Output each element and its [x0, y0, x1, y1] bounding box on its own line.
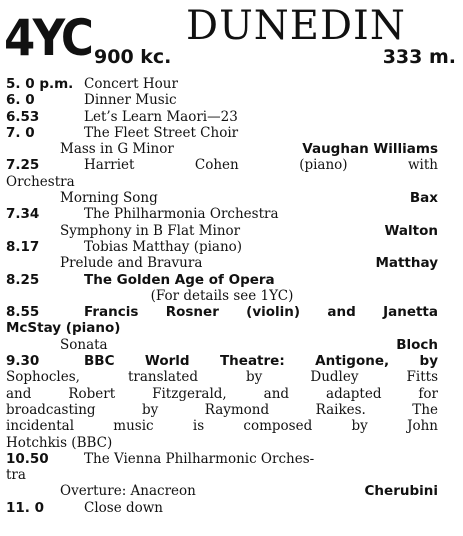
programme-title: BBC World Theatre: Antigone, by	[84, 353, 438, 370]
programme-title: The Philharmonia Orchestra	[84, 206, 279, 223]
work-title: Prelude and Bravura	[60, 255, 203, 272]
work-line	[6, 190, 438, 206]
programme-time: 10.50	[6, 450, 49, 467]
work-line	[6, 337, 438, 353]
station-wavelength: 333 m.	[382, 46, 456, 68]
programme-line	[6, 272, 438, 288]
work-line	[6, 141, 438, 157]
programme-title: The Fleet Street Choir	[84, 124, 239, 141]
continuation-text: Orchestra	[6, 173, 75, 190]
programme-time: 11. 0	[6, 499, 45, 516]
station-header	[4, 2, 456, 74]
programme-line	[6, 353, 438, 369]
work-title: Symphony in B Flat Minor	[60, 222, 241, 239]
programme-title: Concert Hour	[84, 76, 178, 92]
programme-line	[6, 76, 438, 92]
continuation-text: broadcasting by Raymond Raikes. The	[6, 401, 438, 418]
programme-time: 7. 0	[6, 124, 35, 141]
continuation-line	[6, 320, 438, 336]
continuation-text: Hotchkis (BBC)	[6, 434, 113, 451]
continuation-text: McStay (piano)	[6, 320, 121, 337]
programme-line	[6, 239, 438, 255]
programme-title: Let’s Learn Maori—23	[84, 108, 238, 125]
programme-note: (For details see 1YC)	[150, 287, 294, 304]
continuation-text: Sophocles, translated by Dudley Fitts	[6, 369, 438, 386]
programme-time: 8.25	[6, 271, 40, 288]
work-title: Overture: Anacreon	[60, 483, 196, 500]
programme-line	[6, 92, 438, 108]
composer-name: Cherubini	[364, 483, 438, 500]
programme-time: 9.30	[6, 353, 40, 370]
programme-title: Francis Rosner (violin) and Janetta	[84, 304, 438, 321]
continuation-text: and Robert Fitzgerald, and adapted for	[6, 385, 438, 402]
station-callsign: 4YC	[4, 9, 92, 67]
programme-line	[6, 206, 438, 222]
programme-title: The Golden Age of Opera	[84, 271, 275, 288]
programme-title: Dinner Music	[84, 92, 177, 109]
station-city: DUNEDIN	[186, 3, 406, 49]
continuation-line	[6, 418, 438, 434]
programme-time: 6. 0	[6, 92, 35, 109]
continuation-line	[6, 402, 438, 418]
composer-name: Bax	[409, 190, 438, 207]
programme-time: 7.25	[6, 157, 40, 174]
continuation-line	[6, 386, 438, 402]
composer-name: Walton	[384, 222, 438, 239]
work-title: Sonata	[60, 336, 108, 353]
composer-name: Bloch	[396, 336, 438, 353]
programme-title: The Vienna Philharmonic Orches-	[84, 450, 315, 467]
programme-time: 6.53	[6, 108, 40, 125]
programme-time: 5. 0 p.m.	[6, 76, 74, 92]
programme-line	[6, 125, 438, 141]
programme-time: 8.17	[6, 238, 40, 255]
continuation-line	[6, 435, 438, 451]
composer-name: Matthay	[375, 255, 438, 272]
programme-line	[6, 109, 438, 125]
continuation-text: tra	[6, 467, 26, 484]
work-title: Morning Song	[60, 190, 158, 207]
programme-line	[6, 157, 438, 173]
programme-title: Harriet Cohen (piano) with	[84, 157, 438, 174]
continuation-line	[6, 467, 438, 483]
programme-title: Tobias Matthay (piano)	[84, 238, 243, 255]
programme-time: 7.34	[6, 206, 40, 223]
work-line	[6, 483, 438, 499]
programme-line	[6, 304, 438, 320]
work-line	[6, 255, 438, 271]
continuation-line	[6, 369, 438, 385]
programme-time: 8.55	[6, 304, 40, 321]
station-frequency: 900 kc.	[94, 46, 172, 68]
programme-line	[6, 451, 438, 467]
programme-line	[6, 500, 438, 516]
programme-title: Close down	[84, 499, 164, 516]
continuation-line	[6, 174, 438, 190]
work-line	[6, 223, 438, 239]
note-line	[6, 288, 438, 304]
composer-name: Vaughan Williams	[302, 141, 438, 158]
work-title: Mass in G Minor	[60, 141, 174, 158]
programme-list	[6, 76, 438, 516]
continuation-text: incidental music is composed by John	[6, 418, 438, 435]
